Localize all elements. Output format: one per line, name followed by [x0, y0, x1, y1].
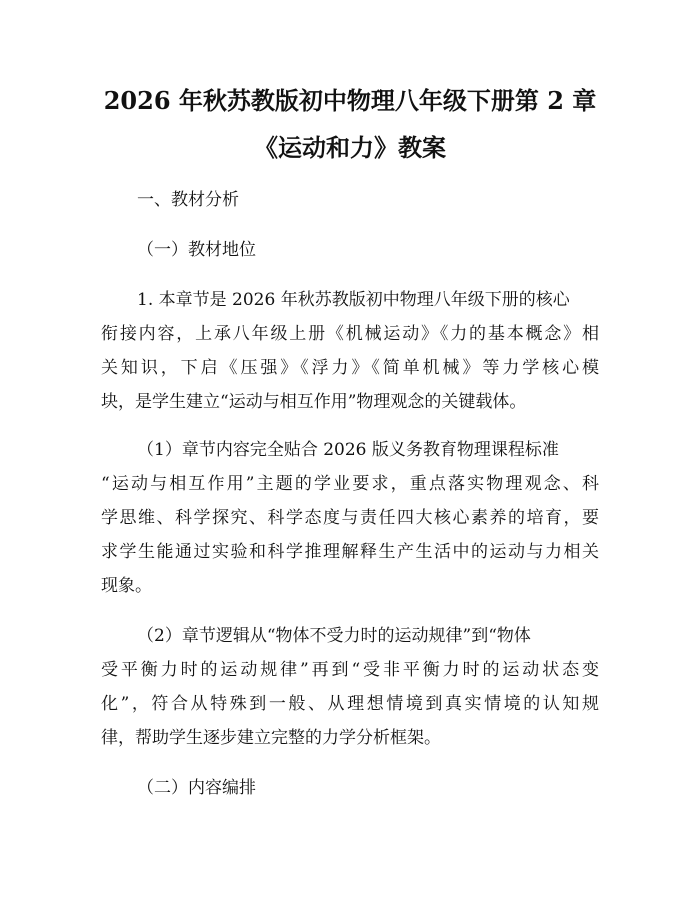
- paragraph-2-line-5: 现象。: [101, 576, 152, 596]
- paragraph-3-line-3: 化”，符合从特殊到一般、从理想情境到真实情境的认知规: [101, 694, 599, 714]
- document-title-line-1: 2026 年秋苏教版初中物理八年级下册第 2 章: [103, 86, 597, 115]
- paragraph-3-line-1: （2）章节逻辑从“物体不受力时的运动规律”到“物体: [137, 626, 531, 646]
- paragraph-2-line-2: “运动与相互作用”主题的学业要求，重点落实物理观念、科: [101, 474, 599, 494]
- paragraph-3-line-4: 律，帮助学生逐步建立完整的力学分析框架。: [101, 728, 441, 748]
- paragraph-1-line-1: 1. 本章节是 2026 年秋苏教版初中物理八年级下册的核心: [137, 290, 570, 310]
- section-heading-teaching-material-analysis: 一、教材分析: [137, 190, 239, 210]
- paragraph-2-line-3: 学思维、科学探究、科学态度与责任四大核心素养的培育，要: [101, 508, 599, 528]
- paragraph-2-line-4: 求学生能通过实验和科学推理解释生产生活中的运动与力相关: [101, 542, 599, 562]
- paragraph-1-line-2: 衔接内容，上承八年级上册《机械运动》《力的基本概念》相: [101, 324, 599, 344]
- document-title-line-2: 《运动和力》教案: [254, 133, 446, 162]
- paragraph-1-line-4: 块，是学生建立“运动与相互作用”物理观念的关键载体。: [101, 392, 527, 412]
- paragraph-1-line-3: 关知识，下启《压强》《浮力》《简单机械》等力学核心模: [101, 358, 599, 378]
- paragraph-3-line-2: 受平衡力时的运动规律”再到“受非平衡力时的运动状态变: [101, 660, 599, 680]
- subsection-heading-material-status: （一）教材地位: [137, 240, 256, 260]
- paragraph-2-line-1: （1）章节内容完全贴合 2026 版义务教育物理课程标准: [137, 440, 559, 460]
- subsection-heading-content-arrangement: （二）内容编排: [137, 778, 256, 798]
